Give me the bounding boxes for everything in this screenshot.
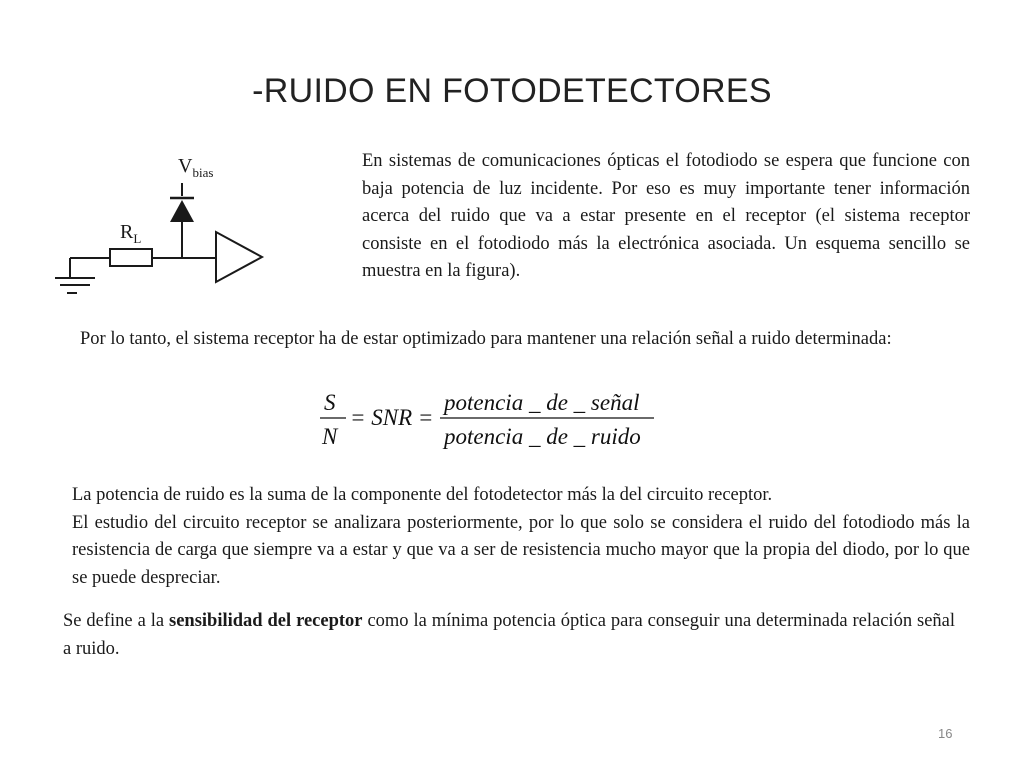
formula-denominator: potencia _ de _ ruido [444,424,641,449]
noise-power-line-2: El estudio del circuito receptor se analizara posteriormente, por lo que solo se considera el ruido del fotodiodo más la resistencia de carga que siempre va a estar y que va a ser de resistencia mucho mayor que la propia del diodo, por lo que se puede despreciar. [72,512,970,588]
amplifier-symbol [216,232,262,282]
resistor-rl [110,249,152,266]
page-number: 16 [938,726,953,741]
photodiode-symbol [170,198,194,222]
slide-title: -RUIDO EN FOTODETECTORES [252,72,772,110]
snr-formula [318,384,678,456]
sensitivity-paragraph [63,608,955,663]
rl-label: $R_L$ [120,221,142,246]
optimization-paragraph: Por lo tanto, el sistema receptor ha de estar optimizado para mantener una relación señal a ruido determinada: [80,329,892,349]
vbias-label: $V_{bias}$ [178,155,214,180]
formula-numerator: potencia _ de _ señal [444,390,640,415]
formula-n: N [322,424,338,449]
formula-s: S [324,390,336,415]
noise-power-line-1: La potencia de ruido es la suma de la componente del fotodetector más la del circuito receptor. [72,485,773,505]
intro-paragraph: En sistemas de comunicaciones ópticas el fotodiodo se espera que funcione con baja potencia de luz incidente. Por eso es muy importante tener información acerca del ruido que va a estar presente en el receptor (el sistema receptor consiste en el fotodiodo más la electrónica asociada. Un esquema sencillo se muestra en la figura). [362,151,970,281]
noise-power-paragraph [72,482,970,592]
sensitivity-term: sensibilidad del receptor [169,611,363,631]
formula-snr-equals: = SNR = [350,405,434,430]
sensitivity-post: como la mínima potencia óptica para conseguir una determinada relación señal a ruido. [63,611,956,659]
receiver-circuit-diagram [50,148,340,308]
sensitivity-pre: Se define a la [63,611,165,631]
